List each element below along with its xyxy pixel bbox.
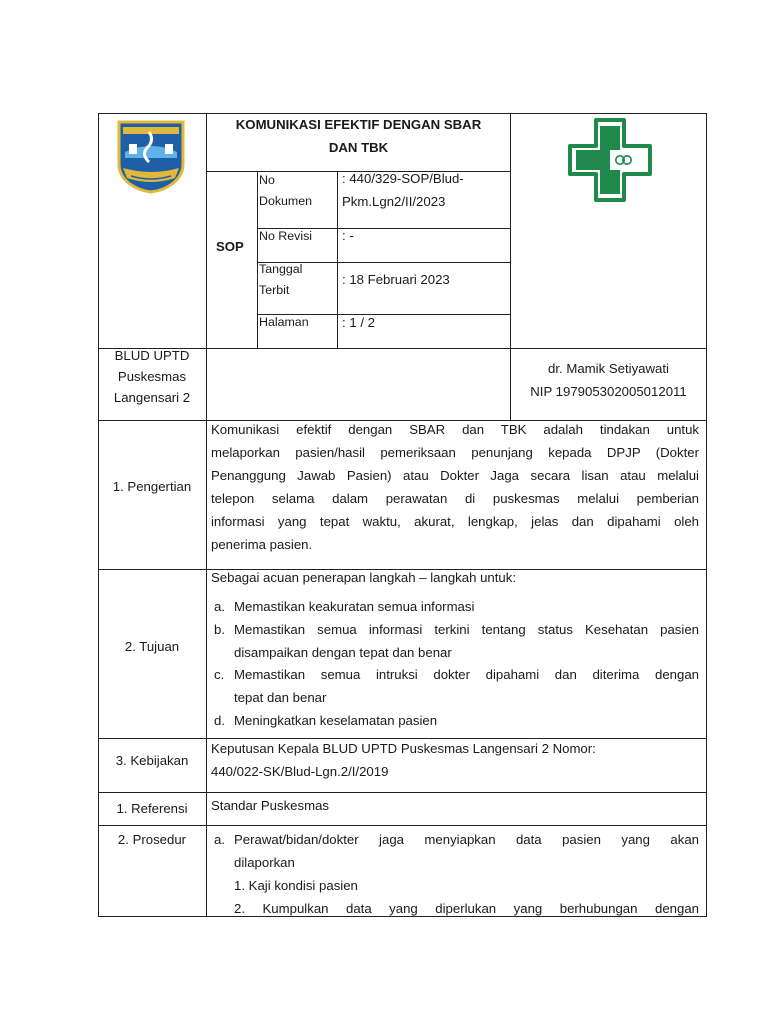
section-label-pengertian: 1. Pengertian bbox=[112, 479, 192, 494]
no-dokumen-label: No Dokumen bbox=[259, 173, 313, 208]
table-col-divider bbox=[510, 113, 511, 348]
signatory-nip: NIP 197905302005012011 bbox=[530, 384, 687, 399]
prosedur-substep: 2. Kumpulkan data yang diperlukan yang berhubungan dengan bbox=[234, 901, 699, 916]
section-label-prosedur: 2. Prosedur bbox=[117, 832, 187, 847]
document-title bbox=[207, 113, 510, 159]
tujuan-intro: Sebagai acuan penerapan langkah – langkah untuk: bbox=[211, 570, 517, 585]
pengertian-text: Komunikasi efektif dengan SBAR dan TBK adalah tindakan untuk melaporkan pasien/hasil pemeriksaan penunjang kepada DPJP (Dokter Penanggung Jawab Pasien) atau Dokter Jaga secara lisan atau melalui telepon selama dalam perawatan di puskesmas melalui pemberian informasi yang tepat waktu, akurat, lengkap, jelas dan dipahami oleh penerima pasien. bbox=[211, 422, 699, 552]
tanggal-terbit-value: : 18 Februari 2023 bbox=[342, 272, 450, 287]
kebijakan-text: Keputusan Kepala BLUD UPTD Puskesmas Langensari 2 Nomor: 440/022-SK/Blud-Lgn.2/I/2019 bbox=[211, 741, 596, 779]
no-revisi-label: No Revisi bbox=[259, 229, 313, 243]
list-item: c. Memastikan semua intruksi dokter dipahami dan diterima dengan tepat dan benar bbox=[214, 667, 699, 705]
list-item: b. Memastikan semua informasi terkini tentang status Kesehatan pasien disampaikan dengan tepat dan benar bbox=[214, 622, 699, 660]
city-emblem-logo bbox=[115, 118, 187, 194]
halaman-value: : 1 / 2 bbox=[342, 315, 375, 330]
prosedur-substep: 1. Kaji kondisi pasien bbox=[234, 878, 358, 893]
list-item: a. Memastikan keakuratan semua informasi bbox=[214, 599, 475, 614]
puskesmas-green-cross-logo bbox=[566, 116, 654, 204]
table-row-divider bbox=[98, 792, 707, 793]
table-col-divider bbox=[206, 113, 207, 917]
no-revisi-value: : - bbox=[342, 228, 354, 243]
no-dokumen-value: : 440/329-SOP/Blud- Pkm.Lgn2/II/2023 bbox=[342, 171, 464, 209]
halaman-label: Halaman bbox=[259, 315, 309, 329]
section-label-kebijakan: 3. Kebijakan bbox=[115, 753, 189, 768]
list-item: a. Perawat/bidan/dokter jaga menyiapkan data pasien yang akan dilaporkan bbox=[214, 832, 699, 870]
section-label-tujuan: 2. Tujuan bbox=[124, 639, 180, 654]
signatory-name: dr. Mamik Setiyawati bbox=[548, 361, 669, 376]
tanggal-terbit-label: Tanggal Terbit bbox=[259, 262, 303, 297]
organization-name: BLUD UPTD Puskesmas Langensari 2 bbox=[113, 348, 191, 405]
title-line: KOMUNIKASI EFEKTIF DENGAN SBAR bbox=[235, 117, 482, 132]
referensi-text: Standar Puskesmas bbox=[211, 798, 330, 813]
signatory-block bbox=[511, 357, 706, 403]
table-col-divider bbox=[337, 171, 338, 348]
section-label-referensi: 1. Referensi bbox=[116, 801, 188, 816]
table-border-right bbox=[706, 113, 707, 917]
table-col-divider bbox=[257, 171, 258, 348]
table-row-divider bbox=[98, 825, 707, 826]
list-item: d. Meningkatkan keselamatan pasien bbox=[214, 713, 438, 728]
title-line: DAN TBK bbox=[328, 140, 389, 155]
sop-label: SOP bbox=[216, 239, 244, 254]
